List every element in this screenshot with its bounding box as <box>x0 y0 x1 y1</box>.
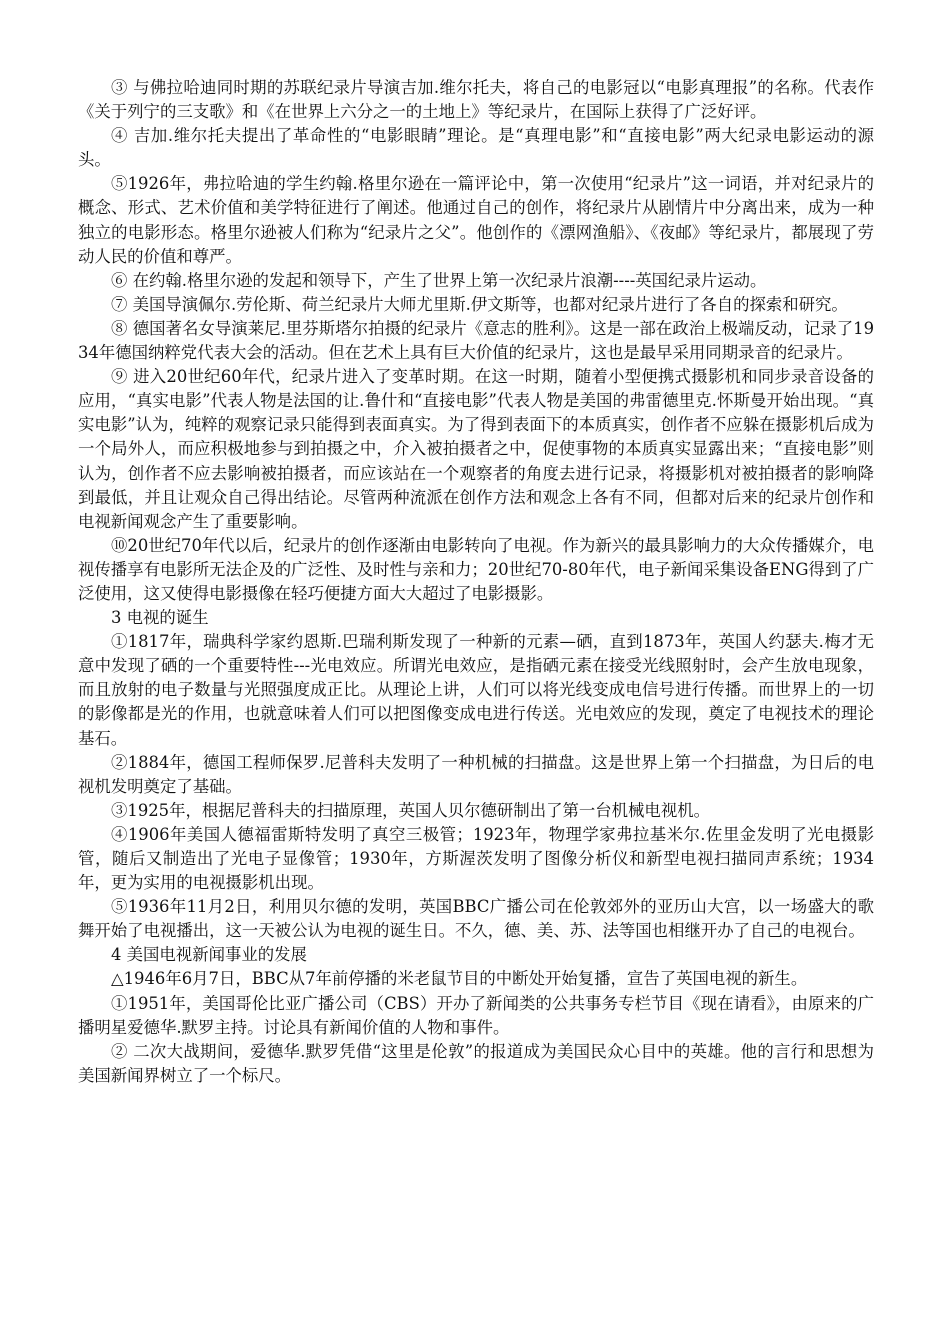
paragraph-baird: ③1925年，根据尼普科夫的扫描原理，英国人贝尔德研制出了第一台机械电视机。 <box>111 800 710 820</box>
paragraph-bbc-1936: ⑤1936年11月2日，利用贝尔德的发明，英国BBC广播公司在伦敦郊外的亚历山大宫，以一场盛大的歌舞开始了电视播出，这一天被公认为电视的诞生日。不久，德、美、苏、法等国也相继开办了自己的电视台。 <box>78 897 874 941</box>
paragraph-grierson: ⑤1926年，弗拉哈迪的学生约翰.格里尔逊在一篇评论中，第一次使用“纪录片”这一词语，并对纪录片的概念、形式、艺术价值和美学特征进行了阐述。他通过自己的创作，将纪录片从剧情片中分离出来，成为一种独立的电影形态。格里尔逊被人们称为“纪录片之父”。他创作的《漂网渔船》、《夜邮》等纪录片，都展现了劳动人民的价值和尊严。 <box>78 174 874 266</box>
paragraph-bbc-1946: △1946年6月7日，BBC从7年前停播的米老鼠节目的中断处开始复播，宣告了英国电视的新生。 <box>111 969 808 989</box>
paragraph-nipkow: ②1884年，德国工程师保罗.尼普科夫发明了一种机械的扫描盘。这是世界上第一个扫描盘，为日后的电视机发明奠定了基础。 <box>78 752 874 796</box>
paragraph-cbs-1951: ①1951年，美国哥伦比亚广播公司（CBS）开办了新闻类的公共事务专栏节目《现在请看》，由原来的广播明星爱德华.默罗主持。讨论具有新闻价值的人物和事件。 <box>78 993 874 1037</box>
section-heading-tv-birth: 3 电视的诞生 <box>111 608 209 628</box>
paragraph-kino-eye: ④ 吉加.维尔托夫提出了革命性的“电影眼睛”理论。是“真理电影”和“直接电影”两大纪录电影运动的源头。 <box>78 126 874 170</box>
paragraph-selenium: ①1817年，瑞典科学家约恩斯.巴瑞利斯发现了一种新的元素—硒，直到1873年，英国人约瑟夫.梅才无意中发现了硒的一个重要特性---光电效应。所谓光电效应，是指硒元素在接受光线照射时，会产生放电现象，而且放射的电子数量与光照强度成正比。从理论上讲，人们可以将光线变成电信号进行传播。而世界上的一切的影像都是光的作用，也就意味着人们可以把图像变成电进行传送。光电效应的发现，奠定了电视技术的理论基石。 <box>78 632 874 748</box>
section-heading-us-tv-news: 4 美国电视新闻事业的发展 <box>111 945 307 965</box>
paragraph-1960s: ⑨ 进入20世纪60年代，纪录片进入了变革时期。在这一时期，随着小型便携式摄影机和同步录音设备的应用，“真实电影”代表人物是法国的让.鲁什和“直接电影”代表人物是美国的弗雷德里克.怀斯曼开始出现。“真实电影”认为，纯粹的观察记录只能得到表面真实。为了得到表面下的本质真实，创作者不应躲在摄影机后成为一个局外人，而应积极地参与到拍摄之中，介入被拍摄者之中，促使事物的本质真实显露出来；“直接电影”则认为，创作者不应去影响被拍摄者，而应该站在一个观察者的角度去进行记录，将摄影机对被拍摄者的影响降到最低，并且让观众自己得出结论。尽管两种流派在创作方法和观念上各有不同，但都对后来的纪录片创作和电视新闻观念产生了重要影响。 <box>78 367 874 531</box>
paragraph-triode: ④1906年美国人德福雷斯特发明了真空三极管；1923年，物理学家弗拉基米尔.佐里金发明了光电摄影管，随后又制造出了光电子显像管；1930年，方斯渥茨发明了图像分析仪和新型电视扫描同声系统；1934年，更为实用的电视摄影机出现。 <box>78 824 874 893</box>
paragraph-vertov-intro: ③ 与佛拉哈迪同时期的苏联纪录片导演吉加.维尔托夫，将自己的电影冠以“电影真理报”的名称。代表作《关于列宁的三支歌》和《在世界上六分之一的土地上》等纪录片，在国际上获得了广泛好评。 <box>78 78 874 122</box>
paragraph-lorentz-ivens: ⑦ 美国导演佩尔.劳伦斯、荷兰纪录片大师尤里斯.伊文斯等，也都对纪录片进行了各自的探索和研究。 <box>111 294 848 314</box>
paragraph-british-movement: ⑥ 在约翰.格里尔逊的发起和领导下，产生了世界上第一次纪录片浪潮----英国纪录片运动。 <box>111 270 767 290</box>
paragraph-murrow: ② 二次大战期间，爱德华.默罗凭借“这里是伦敦”的报道成为美国民众心目中的英雄。他的言行和思想为美国新闻界树立了一个标尺。 <box>78 1041 874 1085</box>
document-page <box>78 76 874 1088</box>
paragraph-1970s: ⑩20世纪70年代以后，纪录片的创作逐渐由电影转向了电视。作为新兴的最具影响力的大众传播媒介，电视传播享有电影所无法企及的广泛性、及时性与亲和力；20世纪70-80年代，电子新闻采集设备ENG得到了广泛使用，这又使得电影摄像在轻巧便捷方面大大超过了电影摄影。 <box>78 535 874 603</box>
paragraph-riefenstahl: ⑧ 德国著名女导演莱尼.里芬斯塔尔拍摄的纪录片《意志的胜利》。这是一部在政治上极端反动，记录了1934年德国纳粹党代表大会的活动。但在艺术上具有巨大价值的纪录片，这也是最早采用同期录音的纪录片。 <box>78 318 874 363</box>
